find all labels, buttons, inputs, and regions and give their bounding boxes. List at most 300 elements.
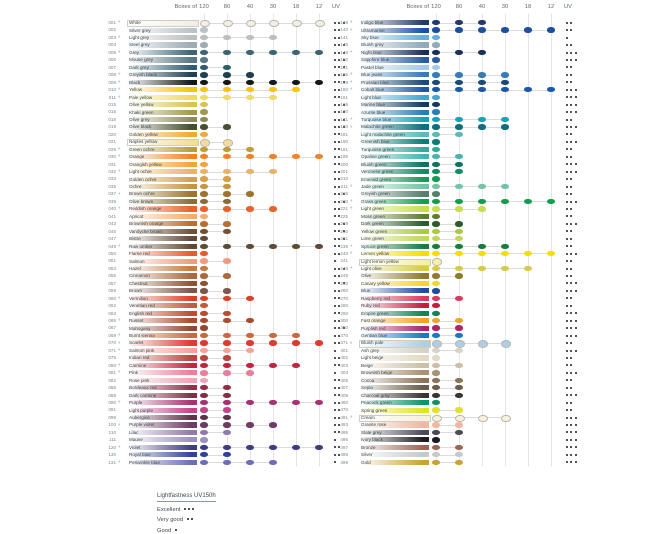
box-dot (200, 296, 207, 301)
box-dot (455, 229, 462, 234)
box-dot (223, 87, 230, 92)
color-number: 350 (340, 325, 348, 331)
box-dot (432, 169, 439, 174)
box-dot (269, 154, 276, 159)
box-dot (223, 20, 232, 27)
legend-rating-dot (191, 518, 193, 520)
box-dot (432, 132, 439, 137)
box-dot (455, 72, 462, 77)
box-dot (223, 139, 232, 146)
box-dot (223, 460, 230, 465)
box-dot (246, 50, 253, 55)
uv-rating-dot (566, 379, 568, 381)
color-number: 080 (108, 362, 116, 368)
assortment-connector-line (204, 52, 319, 53)
color-name: Ochre (129, 184, 142, 189)
color-number: 498 (340, 452, 348, 458)
color-number: 260 (340, 288, 348, 294)
box-dot (455, 132, 462, 137)
uv-column-header: UV (564, 4, 573, 10)
new-color-star-icon: ✳ (349, 266, 353, 271)
box-dot (246, 318, 253, 323)
box-dot (478, 244, 485, 249)
uv-rating-dot (566, 223, 568, 225)
uv-rating-dot (575, 394, 577, 396)
color-name: Lime green (361, 236, 384, 242)
color-number: 071 (108, 347, 116, 353)
box-dot (432, 162, 439, 167)
boxes-of-label: Boxes of (406, 4, 429, 10)
box-dot (200, 452, 207, 457)
uv-rating-dot (566, 350, 568, 352)
color-number: 140 (340, 27, 348, 33)
new-color-star-icon: ✳ (117, 340, 121, 345)
box-dot (223, 199, 230, 204)
color-name: Purple (129, 400, 143, 406)
legend-item (157, 507, 216, 513)
color-name: Black (129, 79, 141, 85)
box-dot (223, 348, 230, 353)
color-number: 060 (108, 295, 116, 301)
box-size-column-header: 18 (524, 4, 532, 10)
uv-rating-dot (570, 260, 572, 262)
uv-rating-dot (575, 312, 577, 314)
assortment-connector-line (436, 30, 551, 31)
color-name: Gentian blue (361, 333, 388, 338)
box-dot (200, 95, 207, 100)
box-dot (547, 27, 554, 32)
legend-item-label: Excellent (157, 506, 183, 513)
color-name: Naples yellow (129, 139, 158, 145)
new-color-star-icon: ✳ (117, 370, 121, 375)
color-name: Cream (361, 414, 375, 420)
box-dot (432, 340, 441, 347)
uv-rating-dot (570, 253, 572, 255)
box-dot (432, 258, 441, 265)
uv-rating-dot (570, 163, 572, 165)
uv-rating-dot (570, 29, 572, 31)
box-size-column-header: 120 (199, 4, 209, 10)
box-dot (200, 147, 207, 152)
color-name: Cocoa (361, 377, 375, 383)
color-name: Indian red (129, 355, 150, 361)
box-dot (223, 65, 230, 70)
box-dot (432, 80, 439, 85)
color-number: 019 (108, 124, 116, 130)
uv-rating-dot (575, 141, 577, 143)
box-dot (432, 378, 439, 383)
uv-rating-dot (566, 372, 568, 374)
color-name: Olive brown (129, 198, 154, 204)
color-name: Greyish black (129, 72, 157, 78)
box-dot (200, 430, 207, 435)
new-color-star-icon: ✳ (349, 415, 353, 420)
color-number: 131 (108, 459, 116, 465)
box-dot (200, 288, 207, 293)
color-name: Purplish red (361, 325, 386, 331)
color-number: 290 (340, 310, 348, 316)
color-number: 491 (340, 414, 348, 420)
box-dot (223, 385, 230, 390)
new-color-star-icon: ✳ (117, 243, 121, 248)
box-dot (501, 27, 508, 32)
box-dot (200, 102, 207, 107)
color-name: Empire green (361, 310, 389, 316)
legend-rating-dot (175, 529, 177, 531)
box-dot (246, 87, 253, 92)
color-name: Yellow green (361, 228, 388, 234)
uv-rating-dot (570, 461, 572, 463)
uv-rating-dot (566, 357, 568, 359)
uv-rating-dot (566, 89, 568, 91)
new-color-star-icon: ✳ (349, 124, 353, 129)
box-dot (200, 50, 207, 55)
color-number: 245 (340, 265, 348, 271)
color-number: 063 (108, 310, 116, 316)
box-dot (432, 348, 439, 353)
assortment-connector-line (436, 119, 505, 120)
color-number: 055 (108, 273, 116, 279)
uv-rating-dot (566, 297, 568, 299)
box-dot (432, 325, 439, 330)
color-name: Peacock green (361, 400, 392, 406)
box-dot (223, 311, 230, 316)
uv-rating-dot (570, 230, 572, 232)
color-name: Opaline green (361, 154, 390, 160)
uv-rating-dot (575, 372, 577, 374)
color-name: Light blue (361, 94, 381, 100)
color-name: Veronese green (361, 169, 394, 175)
new-color-star-icon: ✳ (349, 79, 353, 84)
color-number: 405 (340, 377, 348, 383)
color-name: Mouse grey (129, 57, 154, 63)
color-name: Olive (361, 273, 372, 279)
box-dot (246, 340, 253, 345)
new-color-star-icon: ✳ (117, 348, 121, 352)
box-dot (432, 27, 439, 32)
uv-rating-dot (570, 372, 572, 374)
color-name: Grey (129, 49, 139, 55)
color-number: 007 (108, 64, 116, 70)
color-number: 181 (340, 131, 348, 137)
color-name: Malachite green (361, 124, 394, 130)
box-dot (200, 273, 207, 278)
uv-rating-dot (566, 74, 568, 76)
uv-rating-dot (575, 201, 577, 203)
box-dot (223, 370, 230, 375)
color-name: Silver (361, 452, 373, 458)
box-dot (200, 318, 207, 323)
uv-rating-dot (566, 439, 568, 441)
uv-rating-dot (575, 320, 577, 322)
color-name: Orange (129, 154, 145, 160)
box-dot (432, 311, 439, 316)
uv-rating-dot (570, 186, 572, 188)
color-number: 403 (340, 362, 348, 368)
color-number: 039 (108, 198, 116, 204)
uv-rating-dot (570, 454, 572, 456)
box-dot (200, 355, 207, 360)
box-dot (478, 206, 485, 211)
box-dot (223, 124, 230, 129)
box-dot (223, 35, 230, 40)
color-name: Mauve (129, 437, 143, 443)
color-number: 401 (340, 347, 348, 353)
uv-rating-dot (570, 312, 572, 314)
color-number: 091 (108, 407, 116, 413)
box-dot (455, 199, 462, 204)
color-number: 085 (108, 385, 116, 391)
uv-rating-dot (566, 364, 568, 366)
box-dot (200, 191, 207, 196)
uv-rating-dot (570, 394, 572, 396)
box-dot (200, 407, 207, 412)
box-dot (455, 378, 462, 383)
color-name: Flame red (129, 251, 150, 257)
new-color-star-icon: ✳ (349, 340, 353, 345)
uv-rating-dot (575, 290, 577, 292)
box-dot (455, 20, 462, 25)
color-number: 409 (340, 392, 348, 398)
uv-rating-dot (570, 44, 572, 46)
uv-rating-dot (566, 201, 568, 203)
color-number: 062 (108, 303, 116, 309)
color-number: 190 (340, 139, 348, 145)
color-number: 191 (340, 146, 348, 152)
color-number: 371 (340, 340, 348, 346)
uv-rating-dot (566, 260, 568, 262)
box-dot (478, 87, 485, 92)
box-dot (432, 50, 439, 55)
box-dot (200, 244, 207, 249)
color-number: 002 (108, 27, 116, 33)
box-dot (432, 139, 439, 144)
box-dot (200, 281, 207, 286)
column-guide-line (528, 14, 529, 466)
uv-rating-dot (570, 52, 572, 54)
color-name: Mahogany (129, 325, 151, 331)
color-number: 230 (340, 228, 348, 234)
uv-rating-dot (566, 327, 568, 329)
box-dot (501, 72, 508, 77)
uv-rating-dot (575, 253, 577, 255)
box-dot (200, 437, 207, 442)
box-dot (246, 296, 253, 301)
assortment-connector-line (204, 23, 319, 24)
uv-rating-dot (570, 268, 572, 270)
box-dot (432, 407, 439, 412)
box-dot (246, 348, 253, 353)
box-dot (432, 199, 439, 204)
box-dot (200, 385, 207, 390)
color-number: 110 (108, 429, 116, 435)
box-dot (269, 422, 276, 427)
box-dot (200, 27, 207, 32)
box-dot (200, 229, 207, 234)
color-name: Night blue (361, 49, 382, 55)
color-name: Khaki green (129, 109, 154, 115)
color-name: Vermilion (129, 295, 148, 301)
color-name: Yellow (129, 87, 143, 93)
uv-rating-dot (570, 22, 572, 24)
box-dot (524, 266, 531, 271)
color-number: 006 (108, 57, 116, 63)
box-dot (455, 422, 462, 427)
uv-rating-dot (566, 104, 568, 106)
new-color-star-icon: ✳ (117, 154, 121, 159)
box-dot (455, 363, 462, 368)
uv-rating-dot (566, 59, 568, 61)
box-dot (478, 340, 487, 347)
color-name: Fast orange (361, 318, 386, 324)
new-color-star-icon: ✳ (117, 79, 121, 84)
box-dot (478, 199, 485, 204)
assortment-connector-line (436, 90, 551, 91)
box-dot (524, 251, 531, 256)
box-dot (223, 169, 230, 174)
color-name: Blue (361, 288, 371, 294)
legend-rating-dot (188, 508, 190, 510)
color-name: English red (129, 310, 152, 316)
box-dot (246, 95, 253, 100)
box-dot (455, 445, 462, 450)
box-dot (432, 65, 439, 70)
box-dot (223, 95, 230, 100)
box-size-column-header: 30 (269, 4, 277, 10)
uv-rating-dot (575, 111, 577, 113)
box-dot (269, 333, 276, 338)
box-dot (246, 400, 253, 405)
box-dot (478, 27, 485, 32)
box-dot (455, 169, 462, 174)
box-dot (292, 80, 299, 85)
assortment-connector-line (204, 37, 273, 38)
box-dot (432, 154, 439, 159)
uv-rating-dot (566, 409, 568, 411)
box-dot (432, 57, 439, 62)
uv-rating-dot (570, 96, 572, 98)
box-size-column-header: 12 (547, 4, 555, 10)
assortment-connector-line (436, 75, 505, 76)
box-dot (455, 162, 462, 167)
uv-rating-dot (570, 335, 572, 337)
color-number: 090 (108, 399, 116, 405)
box-dot (478, 50, 485, 55)
color-number: 280 (340, 303, 348, 309)
box-dot (432, 452, 439, 457)
uv-rating-dot (566, 193, 568, 195)
box-dot (432, 318, 439, 323)
box-dot (223, 72, 230, 77)
color-number: 010 (108, 87, 116, 93)
box-dot (292, 50, 299, 55)
uv-rating-dot (566, 52, 568, 54)
box-dot (223, 147, 230, 152)
box-dot (455, 80, 462, 85)
box-dot (455, 318, 462, 323)
uv-rating-dot (570, 193, 572, 195)
assortment-connector-line (436, 343, 505, 344)
box-dot (223, 407, 230, 412)
color-name: Lemon yellow (361, 251, 390, 257)
uv-rating-dot (570, 89, 572, 91)
box-dot (223, 154, 230, 159)
box-dot (455, 415, 464, 422)
color-name: Light malachite green (361, 131, 405, 137)
box-dot (200, 35, 207, 40)
uv-rating-dot (570, 178, 572, 180)
color-name: Bistre (129, 236, 141, 242)
uv-rating-dot (570, 417, 572, 419)
color-number: 032 (108, 169, 116, 174)
box-dot (223, 445, 230, 450)
box-dot (200, 325, 207, 330)
color-number: 005 (108, 49, 116, 55)
color-name: Beige (361, 362, 373, 368)
box-dot (223, 318, 230, 323)
uv-rating-dot (566, 66, 568, 68)
color-name: Light olive (361, 265, 382, 271)
uv-rating-dot (570, 350, 572, 352)
box-dot (501, 251, 508, 256)
color-name: Olive grey (129, 116, 150, 122)
uv-rating-dot (566, 282, 568, 284)
uv-rating-dot (566, 417, 568, 419)
color-name: Turquoise green (361, 146, 395, 152)
box-dot (501, 184, 508, 189)
box-dot (200, 72, 207, 77)
uv-rating-dot (570, 171, 572, 173)
legend-rating-dot (192, 508, 194, 510)
box-dot (432, 385, 439, 390)
box-dot (432, 422, 439, 427)
color-number: 051 (108, 258, 116, 264)
box-dot (200, 132, 207, 137)
box-dot (547, 251, 554, 256)
box-dot (455, 266, 462, 271)
assortment-connector-line (204, 402, 319, 403)
box-dot (455, 221, 462, 226)
box-dot (200, 333, 207, 338)
box-dot (246, 460, 253, 465)
color-number: 497 (340, 444, 348, 450)
box-dot (269, 340, 276, 345)
color-name: Ruby red (361, 303, 380, 309)
assortment-connector-line (436, 127, 505, 128)
new-color-star-icon: ✳ (349, 20, 353, 25)
uv-rating-dot (566, 22, 568, 24)
uv-rating-dot (566, 402, 568, 404)
assortment-connector-line (204, 209, 273, 210)
box-dot (455, 296, 462, 301)
box-dot (455, 460, 462, 465)
color-name: Golden yellow (129, 131, 158, 137)
box-dot (269, 363, 276, 368)
box-dot (455, 27, 462, 32)
box-dot (292, 333, 299, 338)
color-name: Pastel blue (361, 64, 384, 70)
box-dot (501, 124, 508, 129)
color-name: Lilac (129, 429, 139, 435)
color-number: 089 (108, 392, 116, 398)
new-color-star-icon: ✳ (117, 87, 121, 92)
uv-rating-dot (566, 446, 568, 448)
color-number: 404 (340, 370, 348, 376)
color-name: Steel grey (129, 42, 150, 48)
uv-rating-dot (575, 439, 577, 441)
box-dot (269, 20, 278, 27)
color-name: Gold (361, 459, 371, 465)
